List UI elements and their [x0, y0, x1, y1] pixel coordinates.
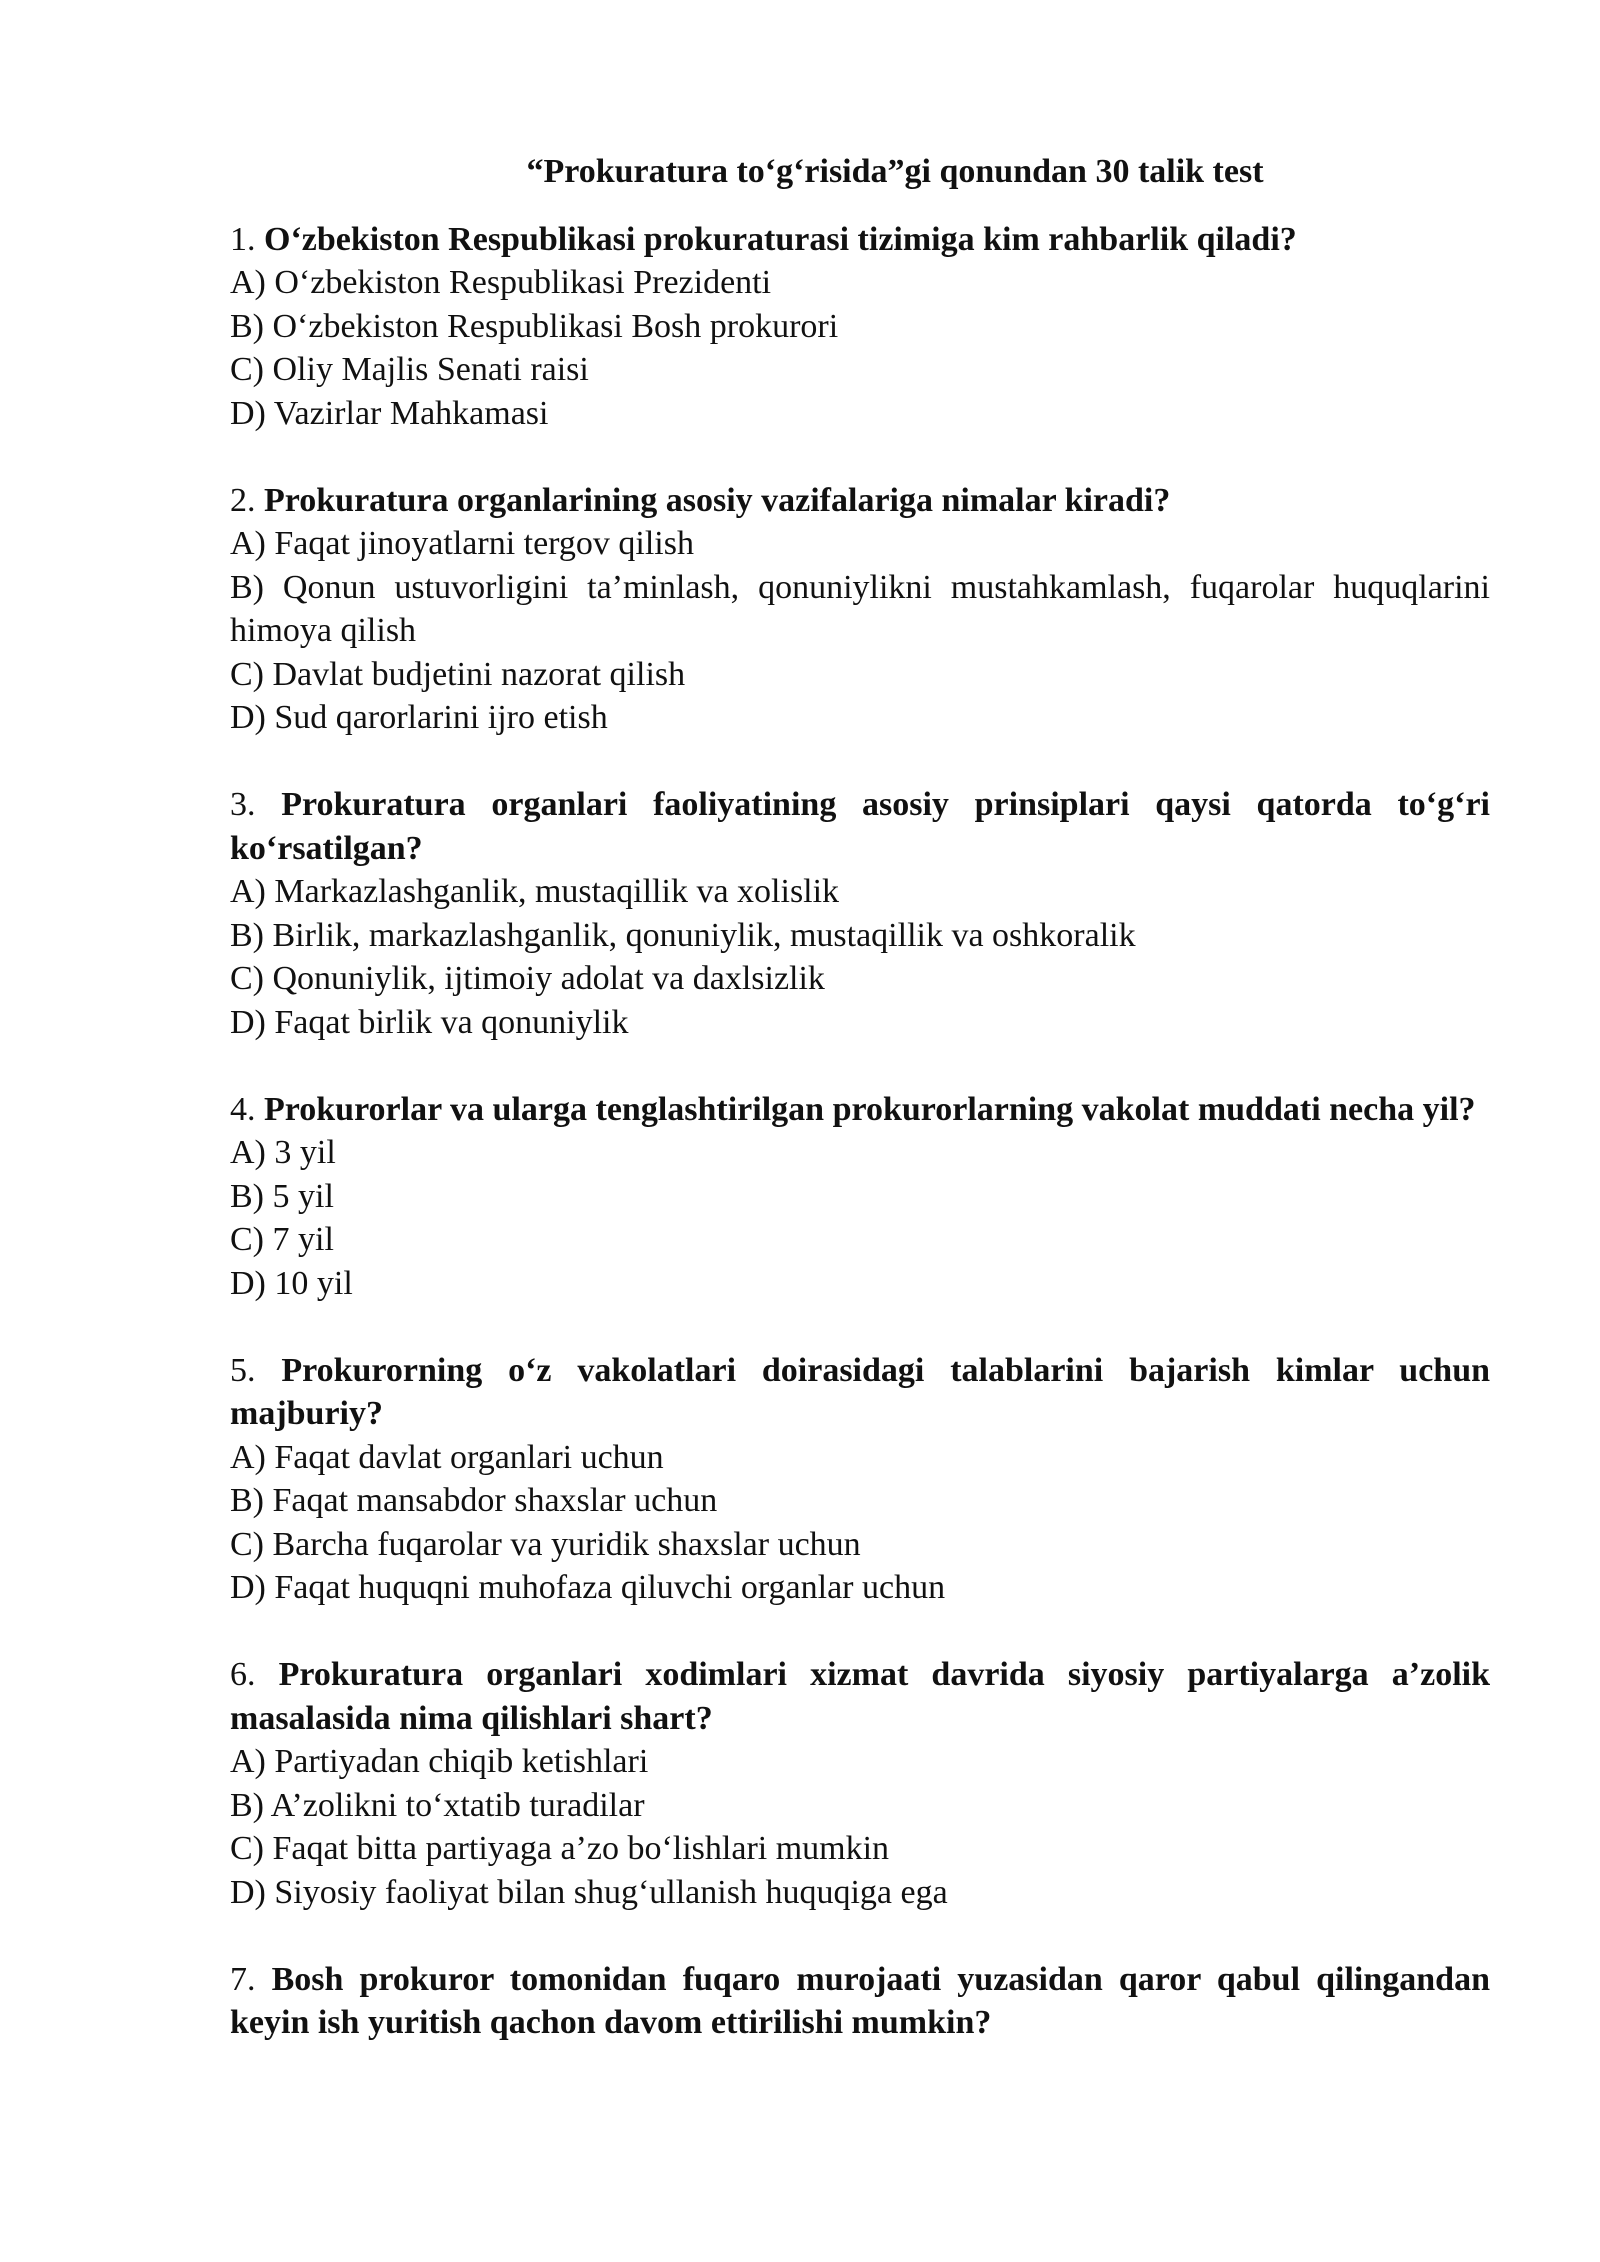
question-text: Prokuratura organlarining asosiy vazifalariga nimalar kiradi? — [264, 481, 1171, 519]
answer-option: D) Siyosiy faoliyat bilan shug‘ullanish huquqiga ega — [230, 1873, 948, 1911]
answer-option: D) Faqat huquqni muhofaza qiluvchi organlar uchun — [230, 1569, 946, 1606]
answer-option: B) O‘zbekiston Respublikasi Bosh prokurori — [230, 307, 839, 345]
question-heading — [230, 1653, 1490, 1740]
question-number: 7. — [230, 1960, 256, 1998]
question-heading — [230, 783, 1490, 870]
question-heading — [230, 479, 1490, 523]
document-title: “Prokuratura to‘g‘risida”gi qonundan 30 talik test — [526, 153, 1264, 190]
question-6 — [230, 1653, 1490, 1914]
question-list — [230, 218, 1490, 2045]
question-1 — [230, 218, 1490, 436]
question-text: O‘zbekiston Respublikasi prokuraturasi tizimiga kim rahbarlik qiladi? — [264, 220, 1297, 258]
question-text: Prokurorlar va ularga tenglashtirilgan prokurorlarning vakolat muddati necha yil? — [264, 1090, 1476, 1128]
question-number: 2. — [230, 481, 256, 519]
answer-option: C) 7 yil — [230, 1221, 334, 1258]
answer-option: C) Qonuniylik, ijtimoiy adolat va daxlsizlik — [230, 960, 825, 997]
answer-option: C) Faqat bitta partiyaga a’zo bo‘lishlari mumkin — [230, 1830, 890, 1867]
answer-option: A) Faqat davlat organlari uchun — [230, 1438, 664, 1476]
answer-option: A) O‘zbekiston Respublikasi Prezidenti — [230, 264, 772, 301]
question-heading — [230, 218, 1490, 262]
question-heading — [230, 1958, 1490, 2045]
question-text: Prokurorning o‘z vakolatlari doirasidagi talablarini bajarish kimlar uchun majburiy? — [230, 1351, 1491, 1432]
answer-option: B) Faqat mansabdor shaxslar uchun — [230, 1482, 718, 1519]
answer-option: D) 10 yil — [230, 1264, 353, 1302]
question-number: 3. — [230, 786, 256, 823]
answer-option: C) Barcha fuqarolar va yuridik shaxslar uchun — [230, 1525, 861, 1563]
question-7 — [230, 1958, 1490, 2045]
question-number: 1. — [230, 220, 256, 258]
question-2 — [230, 479, 1490, 740]
question-text: Prokuratura organlari faoliyatining asosiy prinsiplari qaysi qatorda to‘g‘ri ko‘rsatilgan? — [230, 786, 1490, 867]
question-heading — [230, 1088, 1490, 1132]
question-5 — [230, 1349, 1490, 1610]
question-3 — [230, 783, 1490, 1044]
answer-option: A) Partiyadan chiqib ketishlari — [230, 1743, 649, 1780]
question-text: Bosh prokuror tomonidan fuqaro murojaati yuzasidan qaror qabul qilingandan keyin ish yuritish qachon davom ettirilishi mumkin? — [230, 1960, 1491, 2041]
answer-option: B) Qonun ustuvorligini ta’minlash, qonuniylikni mustahkamlash, fuqarolar huquqlarini himoya qilish — [230, 568, 1490, 649]
question-number: 5. — [230, 1351, 256, 1389]
answer-option: B) 5 yil — [230, 1177, 334, 1215]
question-4 — [230, 1088, 1490, 1306]
question-number: 4. — [230, 1090, 256, 1128]
question-number: 6. — [230, 1656, 256, 1693]
answer-option: A) Faqat jinoyatlarni tergov qilish — [230, 525, 694, 562]
question-text: Prokuratura organlari xodimlari xizmat davrida siyosiy partiyalarga a’zolik masalasida nima qilishlari shart? — [230, 1656, 1490, 1737]
answer-option: C) Davlat budjetini nazorat qilish — [230, 655, 686, 693]
answer-option: D) Faqat birlik va qonuniylik — [230, 1003, 629, 1041]
answer-option: A) 3 yil — [230, 1134, 336, 1171]
answer-option: A) Markazlashganlik, mustaqillik va xolislik — [230, 873, 840, 910]
answer-option: D) Sud qarorlarini ijro etish — [230, 699, 608, 736]
question-heading — [230, 1349, 1490, 1436]
answer-option: B) Birlik, markazlashganlik, qonuniylik, mustaqillik va oshkoralik — [230, 916, 1136, 954]
answer-option: B) A’zolikni to‘xtatib turadilar — [230, 1786, 645, 1824]
document-page — [230, 150, 1490, 2088]
answer-option: C) Oliy Majlis Senati raisi — [230, 351, 589, 388]
answer-option: D) Vazirlar Mahkamasi — [230, 394, 549, 432]
